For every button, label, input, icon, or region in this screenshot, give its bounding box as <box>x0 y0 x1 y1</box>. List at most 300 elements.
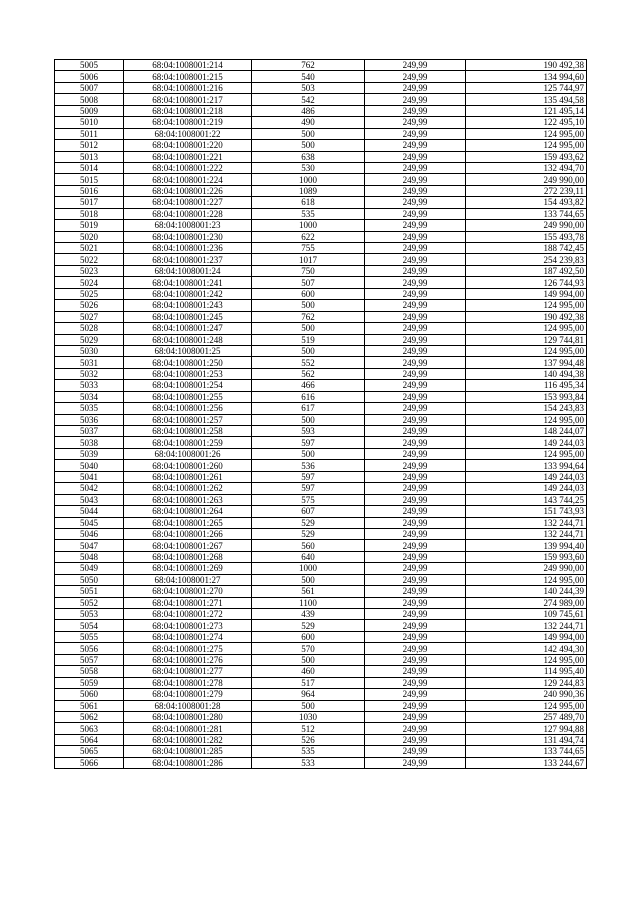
table-row <box>55 654 587 665</box>
area-cell: 507 <box>252 277 365 288</box>
row-number-cell: 5008 <box>55 94 124 105</box>
table-row <box>55 746 587 757</box>
cost-cell: 190 492,38 <box>466 311 587 322</box>
cadastral-number-cell: 68:04:1008001:278 <box>124 677 252 688</box>
row-number-cell: 5046 <box>55 528 124 539</box>
cost-cell: 153 993,84 <box>466 391 587 402</box>
row-number-cell: 5039 <box>55 448 124 459</box>
unit-price-cell: 249,99 <box>365 631 466 642</box>
row-number-cell: 5013 <box>55 151 124 162</box>
unit-price-cell: 249,99 <box>365 437 466 448</box>
row-number-cell: 5007 <box>55 82 124 93</box>
table-row <box>55 689 587 700</box>
cadastral-number-cell: 68:04:1008001:236 <box>124 243 252 254</box>
unit-price-cell: 249,99 <box>365 689 466 700</box>
cadastral-number-cell: 68:04:1008001:273 <box>124 620 252 631</box>
unit-price-cell: 249,99 <box>365 368 466 379</box>
cadastral-number-cell: 68:04:1008001:254 <box>124 380 252 391</box>
cadastral-number-cell: 68:04:1008001:22 <box>124 128 252 139</box>
cadastral-number-cell: 68:04:1008001:219 <box>124 117 252 128</box>
table-row <box>55 631 587 642</box>
area-cell: 500 <box>252 140 365 151</box>
area-cell: 500 <box>252 574 365 585</box>
row-number-cell: 5041 <box>55 471 124 482</box>
area-cell: 1000 <box>252 174 365 185</box>
cadastral-number-cell: 68:04:1008001:243 <box>124 300 252 311</box>
cadastral-number-cell: 68:04:1008001:216 <box>124 82 252 93</box>
row-number-cell: 5053 <box>55 609 124 620</box>
area-cell: 500 <box>252 345 365 356</box>
cost-cell: 159 993,60 <box>466 551 587 562</box>
unit-price-cell: 249,99 <box>365 757 466 768</box>
row-number-cell: 5034 <box>55 391 124 402</box>
area-cell: 964 <box>252 689 365 700</box>
table-row <box>55 368 587 379</box>
row-number-cell: 5026 <box>55 300 124 311</box>
area-cell: 617 <box>252 403 365 414</box>
cost-cell: 142 494,30 <box>466 643 587 654</box>
row-number-cell: 5017 <box>55 197 124 208</box>
area-cell: 536 <box>252 460 365 471</box>
cadastral-number-cell: 68:04:1008001:265 <box>124 517 252 528</box>
table-row <box>55 185 587 196</box>
cadastral-number-cell: 68:04:1008001:222 <box>124 162 252 173</box>
area-cell: 1000 <box>252 563 365 574</box>
table-row <box>55 734 587 745</box>
cadastral-number-cell: 68:04:1008001:262 <box>124 483 252 494</box>
area-cell: 616 <box>252 391 365 402</box>
cost-cell: 154 243,83 <box>466 403 587 414</box>
cadastral-number-cell: 68:04:1008001:264 <box>124 506 252 517</box>
cost-cell: 124 995,00 <box>466 700 587 711</box>
cadastral-number-cell: 68:04:1008001:226 <box>124 185 252 196</box>
cadastral-number-cell: 68:04:1008001:247 <box>124 323 252 334</box>
row-number-cell: 5040 <box>55 460 124 471</box>
unit-price-cell: 249,99 <box>365 231 466 242</box>
cost-cell: 149 994,00 <box>466 288 587 299</box>
area-cell: 750 <box>252 265 365 276</box>
unit-price-cell: 249,99 <box>365 105 466 116</box>
cadastral-number-cell: 68:04:1008001:248 <box>124 334 252 345</box>
row-number-cell: 5027 <box>55 311 124 322</box>
row-number-cell: 5059 <box>55 677 124 688</box>
cost-cell: 122 495,10 <box>466 117 587 128</box>
cadastral-number-cell: 68:04:1008001:268 <box>124 551 252 562</box>
cadastral-number-cell: 68:04:1008001:28 <box>124 700 252 711</box>
cost-cell: 257 489,70 <box>466 711 587 722</box>
cadastral-number-cell: 68:04:1008001:270 <box>124 586 252 597</box>
cadastral-number-cell: 68:04:1008001:280 <box>124 711 252 722</box>
cost-cell: 133 994,64 <box>466 460 587 471</box>
unit-price-cell: 249,99 <box>365 208 466 219</box>
cadastral-number-cell: 68:04:1008001:215 <box>124 71 252 82</box>
unit-price-cell: 249,99 <box>365 94 466 105</box>
unit-price-cell: 249,99 <box>365 528 466 539</box>
unit-price-cell: 249,99 <box>365 265 466 276</box>
cost-cell: 132 494,70 <box>466 162 587 173</box>
cost-cell: 124 995,00 <box>466 140 587 151</box>
cost-cell: 132 244,71 <box>466 517 587 528</box>
cost-cell: 132 244,71 <box>466 620 587 631</box>
cadastral-number-cell: 68:04:1008001:228 <box>124 208 252 219</box>
area-cell: 535 <box>252 746 365 757</box>
area-cell: 519 <box>252 334 365 345</box>
table-row <box>55 323 587 334</box>
cost-cell: 137 994,48 <box>466 357 587 368</box>
table-row <box>55 254 587 265</box>
area-cell: 529 <box>252 620 365 631</box>
cost-cell: 133 744,65 <box>466 746 587 757</box>
cadastral-number-cell: 68:04:1008001:245 <box>124 311 252 322</box>
unit-price-cell: 249,99 <box>365 391 466 402</box>
area-cell: 1000 <box>252 220 365 231</box>
area-cell: 640 <box>252 551 365 562</box>
table-row <box>55 71 587 82</box>
area-cell: 1017 <box>252 254 365 265</box>
cost-cell: 133 244,67 <box>466 757 587 768</box>
unit-price-cell: 249,99 <box>365 174 466 185</box>
area-cell: 526 <box>252 734 365 745</box>
table-row <box>55 666 587 677</box>
area-cell: 500 <box>252 300 365 311</box>
table-row <box>55 586 587 597</box>
area-cell: 560 <box>252 540 365 551</box>
cadastral-number-cell: 68:04:1008001:258 <box>124 426 252 437</box>
table-row <box>55 151 587 162</box>
cadastral-number-cell: 68:04:1008001:271 <box>124 597 252 608</box>
cadastral-number-cell: 68:04:1008001:227 <box>124 197 252 208</box>
cost-cell: 249 990,00 <box>466 220 587 231</box>
cost-cell: 240 990,36 <box>466 689 587 700</box>
row-number-cell: 5037 <box>55 426 124 437</box>
unit-price-cell: 249,99 <box>365 323 466 334</box>
cadastral-number-cell: 68:04:1008001:257 <box>124 414 252 425</box>
unit-price-cell: 249,99 <box>365 60 466 71</box>
unit-price-cell: 249,99 <box>365 723 466 734</box>
row-number-cell: 5064 <box>55 734 124 745</box>
table-row <box>55 643 587 654</box>
unit-price-cell: 249,99 <box>365 117 466 128</box>
table-row <box>55 677 587 688</box>
unit-price-cell: 249,99 <box>365 494 466 505</box>
table-row <box>55 243 587 254</box>
unit-price-cell: 249,99 <box>365 288 466 299</box>
cost-cell: 124 995,00 <box>466 323 587 334</box>
area-cell: 597 <box>252 471 365 482</box>
cost-cell: 127 994,88 <box>466 723 587 734</box>
row-number-cell: 5035 <box>55 403 124 414</box>
unit-price-cell: 249,99 <box>365 586 466 597</box>
cost-cell: 125 744,97 <box>466 82 587 93</box>
cost-cell: 126 744,93 <box>466 277 587 288</box>
cadastral-number-cell: 68:04:1008001:218 <box>124 105 252 116</box>
row-number-cell: 5012 <box>55 140 124 151</box>
unit-price-cell: 249,99 <box>365 517 466 528</box>
table-row <box>55 448 587 459</box>
cost-cell: 249 990,00 <box>466 174 587 185</box>
unit-price-cell: 249,99 <box>365 311 466 322</box>
unit-price-cell: 249,99 <box>365 460 466 471</box>
table-row <box>55 197 587 208</box>
table-row <box>55 265 587 276</box>
area-cell: 575 <box>252 494 365 505</box>
cadastral-number-cell: 68:04:1008001:241 <box>124 277 252 288</box>
cadastral-number-cell: 68:04:1008001:214 <box>124 60 252 71</box>
cost-cell: 155 493,78 <box>466 231 587 242</box>
row-number-cell: 5051 <box>55 586 124 597</box>
row-number-cell: 5018 <box>55 208 124 219</box>
area-cell: 600 <box>252 288 365 299</box>
unit-price-cell: 249,99 <box>365 563 466 574</box>
row-number-cell: 5038 <box>55 437 124 448</box>
cost-cell: 124 995,00 <box>466 448 587 459</box>
area-cell: 561 <box>252 586 365 597</box>
table-row <box>55 174 587 185</box>
area-cell: 533 <box>252 757 365 768</box>
cost-cell: 109 745,61 <box>466 609 587 620</box>
table-row <box>55 414 587 425</box>
area-cell: 540 <box>252 71 365 82</box>
area-cell: 552 <box>252 357 365 368</box>
cadastral-number-cell: 68:04:1008001:277 <box>124 666 252 677</box>
area-cell: 607 <box>252 506 365 517</box>
cadastral-number-cell: 68:04:1008001:256 <box>124 403 252 414</box>
cost-cell: 114 995,40 <box>466 666 587 677</box>
unit-price-cell: 249,99 <box>365 151 466 162</box>
row-number-cell: 5006 <box>55 71 124 82</box>
unit-price-cell: 249,99 <box>365 277 466 288</box>
data-table <box>54 59 587 769</box>
cost-cell: 124 995,00 <box>466 654 587 665</box>
cadastral-number-cell: 68:04:1008001:261 <box>124 471 252 482</box>
row-number-cell: 5032 <box>55 368 124 379</box>
table-body <box>55 60 587 769</box>
table-row <box>55 140 587 151</box>
unit-price-cell: 249,99 <box>365 426 466 437</box>
row-number-cell: 5042 <box>55 483 124 494</box>
area-cell: 503 <box>252 82 365 93</box>
cadastral-number-cell: 68:04:1008001:27 <box>124 574 252 585</box>
row-number-cell: 5014 <box>55 162 124 173</box>
unit-price-cell: 249,99 <box>365 574 466 585</box>
table-row <box>55 117 587 128</box>
table-row <box>55 700 587 711</box>
unit-price-cell: 249,99 <box>365 666 466 677</box>
row-number-cell: 5065 <box>55 746 124 757</box>
cadastral-number-cell: 68:04:1008001:25 <box>124 345 252 356</box>
row-number-cell: 5005 <box>55 60 124 71</box>
unit-price-cell: 249,99 <box>365 540 466 551</box>
cost-cell: 124 995,00 <box>466 345 587 356</box>
table-row <box>55 494 587 505</box>
table-row <box>55 162 587 173</box>
cost-cell: 187 492,50 <box>466 265 587 276</box>
cost-cell: 132 244,71 <box>466 528 587 539</box>
cadastral-number-cell: 68:04:1008001:220 <box>124 140 252 151</box>
row-number-cell: 5021 <box>55 243 124 254</box>
cadastral-number-cell: 68:04:1008001:276 <box>124 654 252 665</box>
unit-price-cell: 249,99 <box>365 471 466 482</box>
cost-cell: 149 994,00 <box>466 631 587 642</box>
table-row <box>55 208 587 219</box>
row-number-cell: 5009 <box>55 105 124 116</box>
row-number-cell: 5045 <box>55 517 124 528</box>
table-row <box>55 437 587 448</box>
unit-price-cell: 249,99 <box>365 345 466 356</box>
row-number-cell: 5010 <box>55 117 124 128</box>
cost-cell: 151 743,93 <box>466 506 587 517</box>
cadastral-number-cell: 68:04:1008001:260 <box>124 460 252 471</box>
cadastral-number-cell: 68:04:1008001:259 <box>124 437 252 448</box>
row-number-cell: 5056 <box>55 643 124 654</box>
cadastral-number-cell: 68:04:1008001:255 <box>124 391 252 402</box>
cost-cell: 154 493,82 <box>466 197 587 208</box>
area-cell: 1030 <box>252 711 365 722</box>
unit-price-cell: 249,99 <box>365 334 466 345</box>
row-number-cell: 5066 <box>55 757 124 768</box>
unit-price-cell: 249,99 <box>365 448 466 459</box>
cost-cell: 149 244,03 <box>466 483 587 494</box>
cadastral-number-cell: 68:04:1008001:281 <box>124 723 252 734</box>
area-cell: 490 <box>252 117 365 128</box>
area-cell: 600 <box>252 631 365 642</box>
area-cell: 535 <box>252 208 365 219</box>
cost-cell: 139 994,40 <box>466 540 587 551</box>
table-row <box>55 506 587 517</box>
cadastral-number-cell: 68:04:1008001:267 <box>124 540 252 551</box>
table-row <box>55 288 587 299</box>
cost-cell: 121 495,14 <box>466 105 587 116</box>
table-row <box>55 723 587 734</box>
row-number-cell: 5043 <box>55 494 124 505</box>
area-cell: 439 <box>252 609 365 620</box>
unit-price-cell: 249,99 <box>365 254 466 265</box>
cadastral-number-cell: 68:04:1008001:269 <box>124 563 252 574</box>
table-row <box>55 105 587 116</box>
area-cell: 530 <box>252 162 365 173</box>
cost-cell: 133 744,65 <box>466 208 587 219</box>
table-row <box>55 82 587 93</box>
row-number-cell: 5022 <box>55 254 124 265</box>
row-number-cell: 5047 <box>55 540 124 551</box>
unit-price-cell: 249,99 <box>365 700 466 711</box>
area-cell: 593 <box>252 426 365 437</box>
row-number-cell: 5015 <box>55 174 124 185</box>
area-cell: 500 <box>252 448 365 459</box>
row-number-cell: 5058 <box>55 666 124 677</box>
cadastral-number-cell: 68:04:1008001:263 <box>124 494 252 505</box>
cost-cell: 124 995,00 <box>466 414 587 425</box>
table-row <box>55 471 587 482</box>
cost-cell: 124 995,00 <box>466 300 587 311</box>
area-cell: 638 <box>252 151 365 162</box>
area-cell: 500 <box>252 323 365 334</box>
cost-cell: 129 744,81 <box>466 334 587 345</box>
area-cell: 500 <box>252 128 365 139</box>
unit-price-cell: 249,99 <box>365 414 466 425</box>
table-row <box>55 357 587 368</box>
unit-price-cell: 249,99 <box>365 677 466 688</box>
cadastral-number-cell: 68:04:1008001:26 <box>124 448 252 459</box>
area-cell: 762 <box>252 311 365 322</box>
area-cell: 597 <box>252 483 365 494</box>
unit-price-cell: 249,99 <box>365 140 466 151</box>
unit-price-cell: 249,99 <box>365 506 466 517</box>
row-number-cell: 5011 <box>55 128 124 139</box>
row-number-cell: 5050 <box>55 574 124 585</box>
row-number-cell: 5020 <box>55 231 124 242</box>
cost-cell: 134 994,60 <box>466 71 587 82</box>
unit-price-cell: 249,99 <box>365 162 466 173</box>
cadastral-number-cell: 68:04:1008001:274 <box>124 631 252 642</box>
row-number-cell: 5023 <box>55 265 124 276</box>
cost-cell: 124 995,00 <box>466 128 587 139</box>
table-row <box>55 334 587 345</box>
cost-cell: 143 744,25 <box>466 494 587 505</box>
row-number-cell: 5054 <box>55 620 124 631</box>
area-cell: 500 <box>252 654 365 665</box>
row-number-cell: 5028 <box>55 323 124 334</box>
cost-cell: 149 244,03 <box>466 437 587 448</box>
area-cell: 762 <box>252 60 365 71</box>
cost-cell: 274 989,00 <box>466 597 587 608</box>
row-number-cell: 5048 <box>55 551 124 562</box>
area-cell: 618 <box>252 197 365 208</box>
cost-cell: 135 494,58 <box>466 94 587 105</box>
area-cell: 755 <box>252 243 365 254</box>
cost-cell: 124 995,00 <box>466 574 587 585</box>
unit-price-cell: 249,99 <box>365 734 466 745</box>
unit-price-cell: 249,99 <box>365 551 466 562</box>
table-row <box>55 380 587 391</box>
area-cell: 460 <box>252 666 365 677</box>
unit-price-cell: 249,99 <box>365 620 466 631</box>
table-row <box>55 563 587 574</box>
row-number-cell: 5016 <box>55 185 124 196</box>
cadastral-number-cell: 68:04:1008001:237 <box>124 254 252 265</box>
area-cell: 1100 <box>252 597 365 608</box>
unit-price-cell: 249,99 <box>365 643 466 654</box>
row-number-cell: 5029 <box>55 334 124 345</box>
row-number-cell: 5063 <box>55 723 124 734</box>
table-row <box>55 597 587 608</box>
area-cell: 466 <box>252 380 365 391</box>
cadastral-number-cell: 68:04:1008001:224 <box>124 174 252 185</box>
table-row <box>55 60 587 71</box>
table-row <box>55 528 587 539</box>
cadastral-number-cell: 68:04:1008001:279 <box>124 689 252 700</box>
cadastral-number-cell: 68:04:1008001:24 <box>124 265 252 276</box>
unit-price-cell: 249,99 <box>365 380 466 391</box>
table-row <box>55 94 587 105</box>
cadastral-number-cell: 68:04:1008001:221 <box>124 151 252 162</box>
unit-price-cell: 249,99 <box>365 197 466 208</box>
table-row <box>55 403 587 414</box>
row-number-cell: 5024 <box>55 277 124 288</box>
table-row <box>55 426 587 437</box>
unit-price-cell: 249,99 <box>365 654 466 665</box>
area-cell: 517 <box>252 677 365 688</box>
cost-cell: 148 244,07 <box>466 426 587 437</box>
area-cell: 529 <box>252 528 365 539</box>
table-row <box>55 311 587 322</box>
cadastral-number-cell: 68:04:1008001:23 <box>124 220 252 231</box>
table-row <box>55 483 587 494</box>
unit-price-cell: 249,99 <box>365 597 466 608</box>
table-row <box>55 757 587 768</box>
unit-price-cell: 249,99 <box>365 185 466 196</box>
table-row <box>55 391 587 402</box>
